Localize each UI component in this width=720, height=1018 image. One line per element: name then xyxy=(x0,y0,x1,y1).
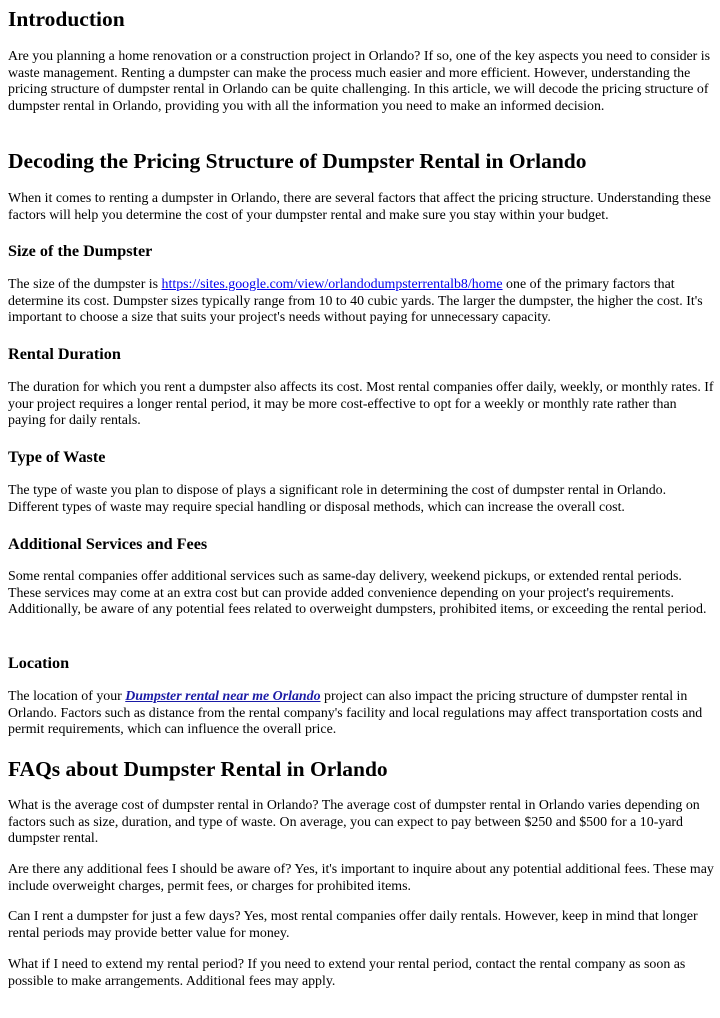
duration-paragraph: The duration for which you rent a dumpster also affects its cost. Most rental companies offer daily, weekly, or monthly rates. If your project requires a longer rental period, it may be more cost-effective to opt for a weekly or monthly rate rather than paying for daily rentals. xyxy=(8,380,714,429)
intro-paragraph: Are you planning a home renovation or a construction project in Orlando? If so, one of the key aspects you need to consider is waste management. Renting a dumpster can make the process much easier and more efficient. However, understanding the pricing structure of dumpster rental in Orlando can be quite challenging. In this article, we will decode the pricing structure of dumpster rental in Orlando, providing you with all the information you need to make an informed decision. xyxy=(8,49,711,114)
intro-heading: Introduction xyxy=(8,7,125,31)
faq-item: What if I need to extend my rental period? If you need to extend your rental period, contact the rental company as soon as possible to make arrangements. Additional fees may apply. xyxy=(8,957,686,989)
faq-item: Can I rent a dumpster for just a few days? Yes, most rental companies offer daily rentals. However, keep in mind that longer rental periods may provide better value for money. xyxy=(8,909,698,941)
location-text-before: The location of your xyxy=(8,689,126,704)
waste-paragraph: The type of waste you plan to dispose of plays a significant role in determining the cost of dumpster rental in Orlando. Different types of waste may require special handling or disposal methods, which can increase the overall cost. xyxy=(8,483,667,515)
faq-item: Are there any additional fees I should be aware of? Yes, it's important to inquire about any potential additional fees. These may include overweight charges, permit fees, or charges for prohibited items. xyxy=(8,862,714,894)
services-heading: Additional Services and Fees xyxy=(8,535,208,553)
size-text-after: one of the primary factors that determine its cost. Dumpster sizes typically range from 10 to 40 cubic yards. The larger the dumpster, the higher the cost. It's important to choose a size that suits your project's needs without paying for unnecessary capacity. xyxy=(8,277,703,326)
size-text-before: The size of the dumpster is xyxy=(8,277,162,292)
location-link[interactable]: Dumpster rental near me Orlando xyxy=(125,689,321,704)
location-heading: Location xyxy=(8,654,70,672)
waste-heading: Type of Waste xyxy=(8,448,106,466)
faqs-heading: FAQs about Dumpster Rental in Orlando xyxy=(8,757,388,781)
location-paragraph xyxy=(8,689,714,739)
pricing-paragraph: When it comes to renting a dumpster in Orlando, there are several factors that affect the pricing structure. Understanding these factors will help you determine the cost of your dumpster rental and make sure you stay within your budget. xyxy=(8,191,711,223)
size-paragraph xyxy=(8,277,714,327)
pricing-heading: Decoding the Pricing Structure of Dumpster Rental in Orlando xyxy=(8,149,587,173)
faq-item: What is the average cost of dumpster rental in Orlando? The average cost of dumpster rental in Orlando varies depending on factors such as size, duration, and type of waste. On average, you can expect to pay between $250 and $500 for a 10-yard dumpster rental. xyxy=(8,798,700,847)
size-heading: Size of the Dumpster xyxy=(8,242,153,260)
size-link[interactable]: https://sites.google.com/view/orlandodumpsterrentalb8/home xyxy=(161,277,503,292)
location-text-after: project can also impact the pricing structure of dumpster rental in Orlando. Factors such as distance from the rental company's facility and local regulations may affect transportation costs and permit requirements, which can influence the overall price. xyxy=(8,689,703,738)
services-paragraph: Some rental companies offer additional services such as same-day delivery, weekend pickups, or extended rental periods. These services may come at an extra cost but can provide added convenience depending on your project's requirements. Additionally, be aware of any potential fees related to overweight dumpsters, prohibited items, or exceeding the rental period. xyxy=(8,569,707,618)
duration-heading: Rental Duration xyxy=(8,345,121,363)
